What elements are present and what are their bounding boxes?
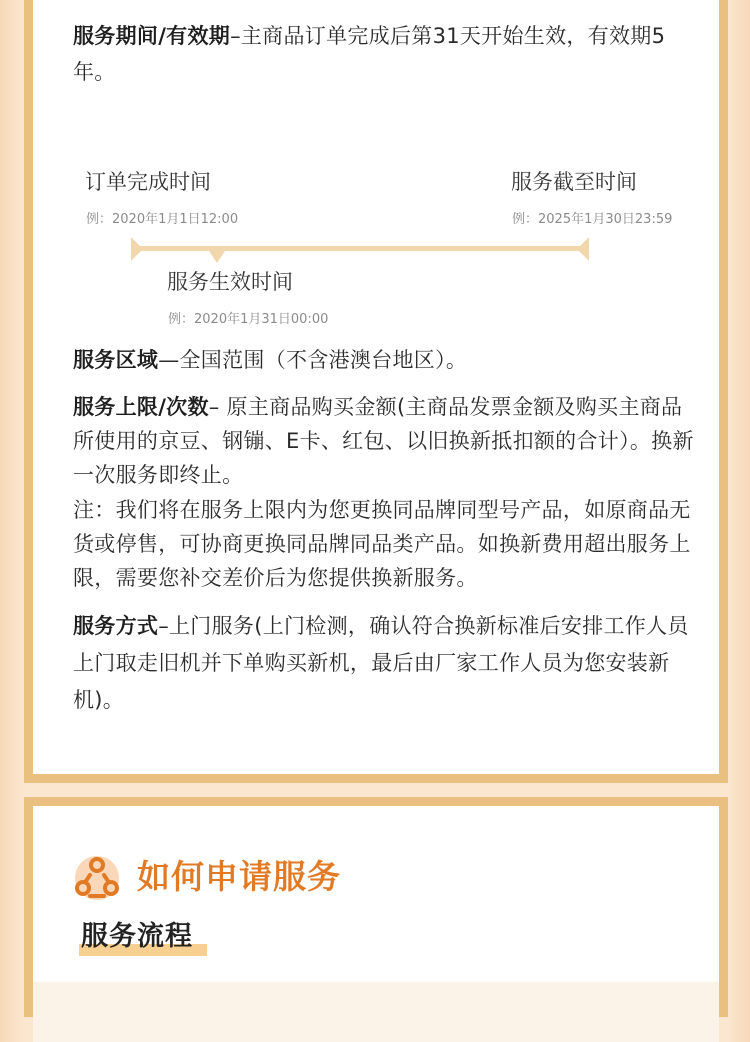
how-to-apply-title: 如何申请服务 bbox=[137, 857, 341, 896]
flow-area-top bbox=[33, 982, 719, 1042]
service-method-text: –上门服务(上门检测，确认符合换新标准后安排工作人员上门取走旧机并下单购买新机，最后由厂家工作人员为您安装新机)。 bbox=[73, 614, 689, 712]
service-limit-text: – 原主商品购买金额(主商品发票金额及购买主商品所使用的京豆、钢镚、E卡、红包、以旧换新抵扣额的合计）。换新一次服务即终止。 bbox=[73, 395, 694, 487]
timeline-mid-example: 例：2020年1月31日00:00 bbox=[168, 312, 329, 327]
timeline-end-label: 服务截至时间 bbox=[511, 170, 637, 194]
service-terms-card bbox=[24, 0, 728, 783]
service-area-label: 服务区域 bbox=[73, 348, 159, 372]
people-network-icon bbox=[73, 854, 121, 902]
timeline-end-marker bbox=[577, 237, 589, 261]
service-area-paragraph bbox=[73, 342, 703, 378]
timeline-mid-label: 服务生效时间 bbox=[167, 270, 293, 294]
timeline-end-example: 例：2025年1月30日23:59 bbox=[512, 212, 673, 227]
timeline-start-example: 例：2020年1月1日12:00 bbox=[86, 212, 239, 227]
service-method-label: 服务方式 bbox=[73, 614, 159, 638]
service-period-label: 服务期间/有效期 bbox=[73, 24, 231, 48]
service-period-text: –主商品订单完成后第31天开始生效，有效期5年。 bbox=[73, 24, 666, 84]
timeline-mid-marker bbox=[209, 251, 225, 263]
timeline-start-marker bbox=[131, 237, 143, 261]
note-paragraph: 注：我们将在服务上限内为您更换同品牌同型号产品，如原商品无货或停售，可协商更换同品牌同品类产品。如换新费用超出服务上限，需要您补交差价后为您提供换新服务。 bbox=[73, 498, 691, 590]
service-flow-subtitle: 服务流程 bbox=[81, 921, 193, 952]
service-limit-paragraph bbox=[73, 390, 703, 492]
timeline-bar bbox=[133, 246, 587, 251]
how-to-apply-card bbox=[24, 797, 728, 1017]
timeline-start-label: 订单完成时间 bbox=[85, 170, 211, 194]
service-period-paragraph bbox=[73, 18, 703, 90]
service-area-text: —全国范围（不含港澳台地区）。 bbox=[158, 348, 468, 372]
service-method-paragraph bbox=[73, 608, 703, 719]
service-limit-label: 服务上限/次数 bbox=[73, 395, 209, 419]
